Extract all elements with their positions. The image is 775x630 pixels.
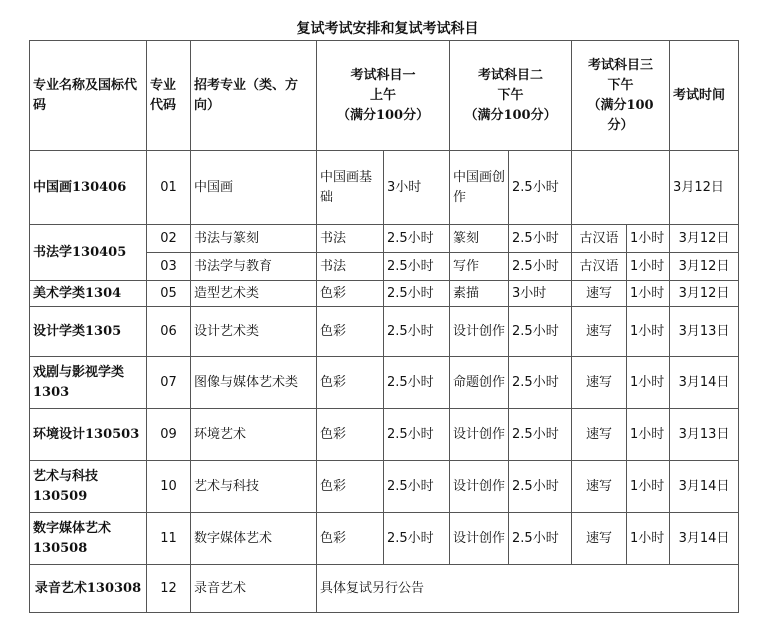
header-subject-3-name: 考试科目三	[588, 57, 654, 73]
subject-1-duration: 2.5小时	[384, 409, 450, 461]
subject-3-name: 古汉语	[572, 225, 627, 253]
subject-1-duration: 2.5小时	[384, 225, 450, 253]
subject-2-duration: 3小时	[509, 281, 572, 307]
subject-1-name: 书法	[317, 225, 384, 253]
subject-3-name: 速写	[572, 513, 627, 565]
header-subject-1-time: 上午	[370, 87, 397, 103]
header-enroll-major: 招考专业（类、方向）	[191, 41, 317, 151]
subject-1-name: 书法	[317, 253, 384, 281]
table-row	[30, 225, 739, 253]
table-row	[30, 513, 739, 565]
subject-3-duration: 1小时	[627, 409, 670, 461]
major-code: 05	[147, 281, 191, 307]
header-subject-1-score: （满分100分）	[336, 107, 430, 123]
subject-2-duration: 2.5小时	[509, 409, 572, 461]
table-row	[30, 281, 739, 307]
major-name: 录音艺术130308	[30, 565, 147, 613]
exam-date: 3月12日	[670, 281, 739, 307]
subject-3-name: 速写	[572, 281, 627, 307]
subject-2-name: 设计创作	[450, 513, 509, 565]
subject-2-duration: 2.5小时	[509, 225, 572, 253]
subject-2-duration: 2.5小时	[509, 461, 572, 513]
enroll-major: 书法学与教育	[191, 253, 317, 281]
major-name: 数字媒体艺术130508	[30, 513, 147, 565]
subject-3-empty	[572, 151, 670, 225]
table-row	[30, 357, 739, 409]
major-name: 中国画130406	[30, 151, 147, 225]
table-row	[30, 307, 739, 357]
subject-1-name: 中国画基础	[317, 151, 384, 225]
subject-1-name: 色彩	[317, 307, 384, 357]
subject-2-duration: 2.5小时	[509, 253, 572, 281]
header-major-name: 专业名称及国标代码	[30, 41, 147, 151]
subject-2-name: 中国画创作	[450, 151, 509, 225]
major-name: 艺术与科技130509	[30, 461, 147, 513]
major-code: 11	[147, 513, 191, 565]
header-exam-time: 考试时间	[670, 41, 739, 151]
subject-2-name: 设计创作	[450, 461, 509, 513]
subject-1-name: 色彩	[317, 357, 384, 409]
header-subject-2	[450, 41, 572, 151]
exam-date: 3月14日	[670, 513, 739, 565]
subject-1-duration: 2.5小时	[384, 281, 450, 307]
subject-1-name: 色彩	[317, 461, 384, 513]
enroll-major: 设计艺术类	[191, 307, 317, 357]
retest-note: 具体复试另行公告	[317, 565, 739, 613]
table-row	[30, 565, 739, 613]
header-subject-3-score: （满分100	[587, 97, 654, 113]
table-row	[30, 151, 739, 225]
table-row	[30, 409, 739, 461]
subject-2-duration: 2.5小时	[509, 307, 572, 357]
subject-1-name: 色彩	[317, 513, 384, 565]
subject-2-duration: 2.5小时	[509, 357, 572, 409]
enroll-major: 中国画	[191, 151, 317, 225]
page-title: 复试考试安排和复试考试科目	[296, 21, 479, 37]
enroll-major: 图像与媒体艺术类	[191, 357, 317, 409]
subject-2-name: 写作	[450, 253, 509, 281]
subject-2-name: 设计创作	[450, 307, 509, 357]
exam-date: 3月12日	[670, 253, 739, 281]
subject-3-duration: 1小时	[627, 513, 670, 565]
subject-3-name: 速写	[572, 409, 627, 461]
subject-3-name: 速写	[572, 307, 627, 357]
exam-date: 3月14日	[670, 461, 739, 513]
subject-1-duration: 3小时	[384, 151, 450, 225]
major-code: 03	[147, 253, 191, 281]
major-code: 07	[147, 357, 191, 409]
subject-3-duration: 1小时	[627, 461, 670, 513]
major-name: 书法学130405	[30, 225, 147, 281]
subject-3-duration: 1小时	[627, 225, 670, 253]
subject-2-name: 素描	[450, 281, 509, 307]
header-subject-2-score: （满分100分）	[464, 107, 557, 123]
exam-date: 3月12日	[670, 225, 739, 253]
major-code: 10	[147, 461, 191, 513]
header-subject-1	[317, 41, 450, 151]
enroll-major: 录音艺术	[191, 565, 317, 613]
major-code: 01	[147, 151, 191, 225]
header-subject-3	[572, 41, 670, 151]
table-header-row	[30, 41, 739, 151]
major-name: 美术学类1304	[30, 281, 147, 307]
subject-1-duration: 2.5小时	[384, 357, 450, 409]
subject-3-name: 速写	[572, 461, 627, 513]
header-subject-2-time: 下午	[497, 87, 524, 103]
subject-1-name: 色彩	[317, 281, 384, 307]
subject-2-duration: 2.5小时	[509, 513, 572, 565]
subject-3-duration: 1小时	[627, 253, 670, 281]
major-name: 设计学类1305	[30, 307, 147, 357]
subject-2-name: 命题创作	[450, 357, 509, 409]
subject-1-duration: 2.5小时	[384, 253, 450, 281]
enroll-major: 数字媒体艺术	[191, 513, 317, 565]
header-subject-1-name: 考试科目一	[350, 67, 416, 83]
subject-3-duration: 1小时	[627, 307, 670, 357]
subject-3-name: 古汉语	[572, 253, 627, 281]
subject-3-duration: 1小时	[627, 281, 670, 307]
subject-1-duration: 2.5小时	[384, 307, 450, 357]
enroll-major: 环境艺术	[191, 409, 317, 461]
enroll-major: 造型艺术类	[191, 281, 317, 307]
major-name: 戏剧与影视学类1303	[30, 357, 147, 409]
subject-2-name: 设计创作	[450, 409, 509, 461]
enroll-major: 艺术与科技	[191, 461, 317, 513]
exam-date: 3月13日	[670, 409, 739, 461]
exam-date: 3月12日	[670, 151, 739, 225]
major-code: 02	[147, 225, 191, 253]
subject-3-name: 速写	[572, 357, 627, 409]
subject-1-duration: 2.5小时	[384, 461, 450, 513]
subject-3-duration: 1小时	[627, 357, 670, 409]
enroll-major: 书法与篆刻	[191, 225, 317, 253]
major-code: 12	[147, 565, 191, 613]
subject-1-name: 色彩	[317, 409, 384, 461]
header-subject-3-time: 下午	[607, 77, 634, 93]
header-subject-2-name: 考试科目二	[478, 67, 544, 83]
subject-2-name: 篆刻	[450, 225, 509, 253]
major-name: 环境设计130503	[30, 409, 147, 461]
header-subject-3-score-end: 分）	[607, 117, 634, 133]
subject-2-duration: 2.5小时	[509, 151, 572, 225]
major-code: 09	[147, 409, 191, 461]
exam-schedule-table	[29, 40, 739, 613]
header-major-code: 专业代码	[147, 41, 191, 151]
table-row	[30, 461, 739, 513]
exam-date: 3月14日	[670, 357, 739, 409]
exam-date: 3月13日	[670, 307, 739, 357]
major-code: 06	[147, 307, 191, 357]
subject-1-duration: 2.5小时	[384, 513, 450, 565]
